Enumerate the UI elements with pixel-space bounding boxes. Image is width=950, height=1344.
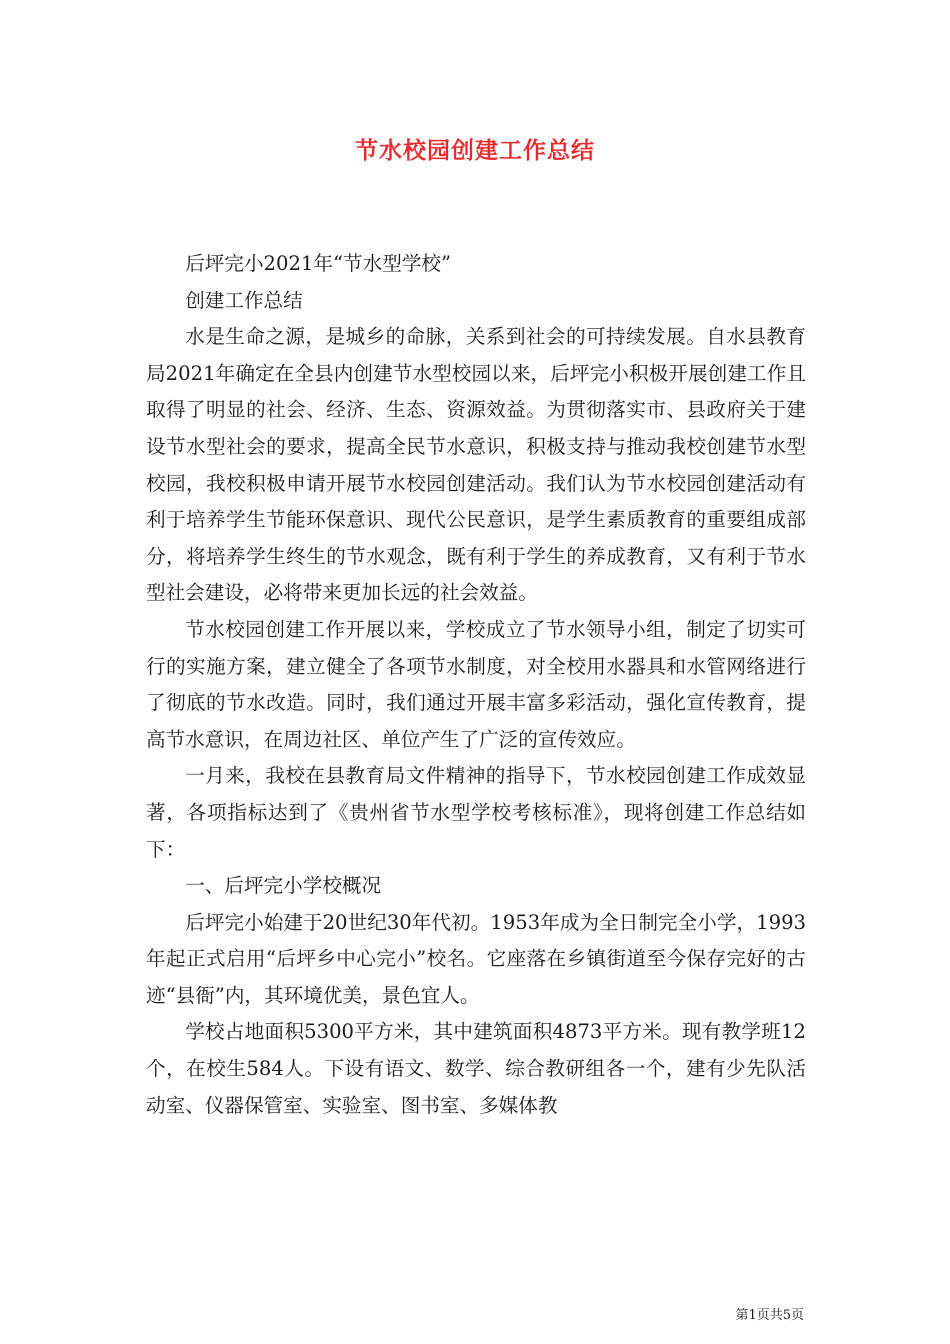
paragraph-intro: 水是生命之源，是城乡的命脉，关系到社会的可持续发展。自水县教育局2021年确定在全县内创建节水型校园以来，后坪完小积极开展创建工作且取得了明显的社会、经济、生态、资源效益。为贯彻落实市、县政府关于建设节水型社会的要求，提高全民节水意识，积极支持与推动我校创建节水型校园，我校积极申请开展节水校园创建活动。我们认为节水校园创建活动有利于培养学生节能环保意识、现代公民意识，是学生素质教育的重要组成部分，将培养学生终生的节水观念，既有利于学生的养成教育，又有利于节水型社会建设，必将带来更加长远的社会效益。 [146,325,806,605]
section-heading-1: 一、后坪完小学校概况 [185,874,382,898]
document-body [146,246,806,1124]
paragraph-progress: 节水校园创建工作开展以来，学校成立了节水领导小组，制定了切实可行的实施方案，建立健全了各项节水制度，对全校用水器具和水管网络进行了彻底的节水改造。同时，我们通过开展丰富多彩活动，强化宣传教育，提高节水意识，在周边社区、单位产生了广泛的宣传效应。 [146,617,806,751]
paragraph-history: 后坪完小始建于20世纪30年代初。1953年成为全日制完全小学，1993年起正式启用“后坪乡中心完小”校名。它座落在乡镇街道至今保存完好的古迹“县衙”内，其环境优美，景色宜人。 [146,910,806,1007]
page-number-footer: 第1页共5页 [735,1308,804,1323]
paragraph-facilities: 学校占地面积5300平方米，其中建筑面积4873平方米。现有教学班12个，在校生584人。下设有语文、数学、综合教研组各一个，建有少先队活动室、仪器保管室、实验室、图书室、多媒体教 [146,1020,806,1117]
subtitle-line-2: 创建工作总结 [185,288,303,312]
paragraph-summary: 一月来，我校在县教育局文件精神的指导下，节水校园创建工作成效显著，各项指标达到了《贵州省节水型学校考核标准》，现将创建工作总结如下： [146,764,806,861]
subtitle-line-1: 后坪完小2021年“节水型学校” [185,252,452,275]
document-title: 节水校园创建工作总结 [355,137,595,164]
